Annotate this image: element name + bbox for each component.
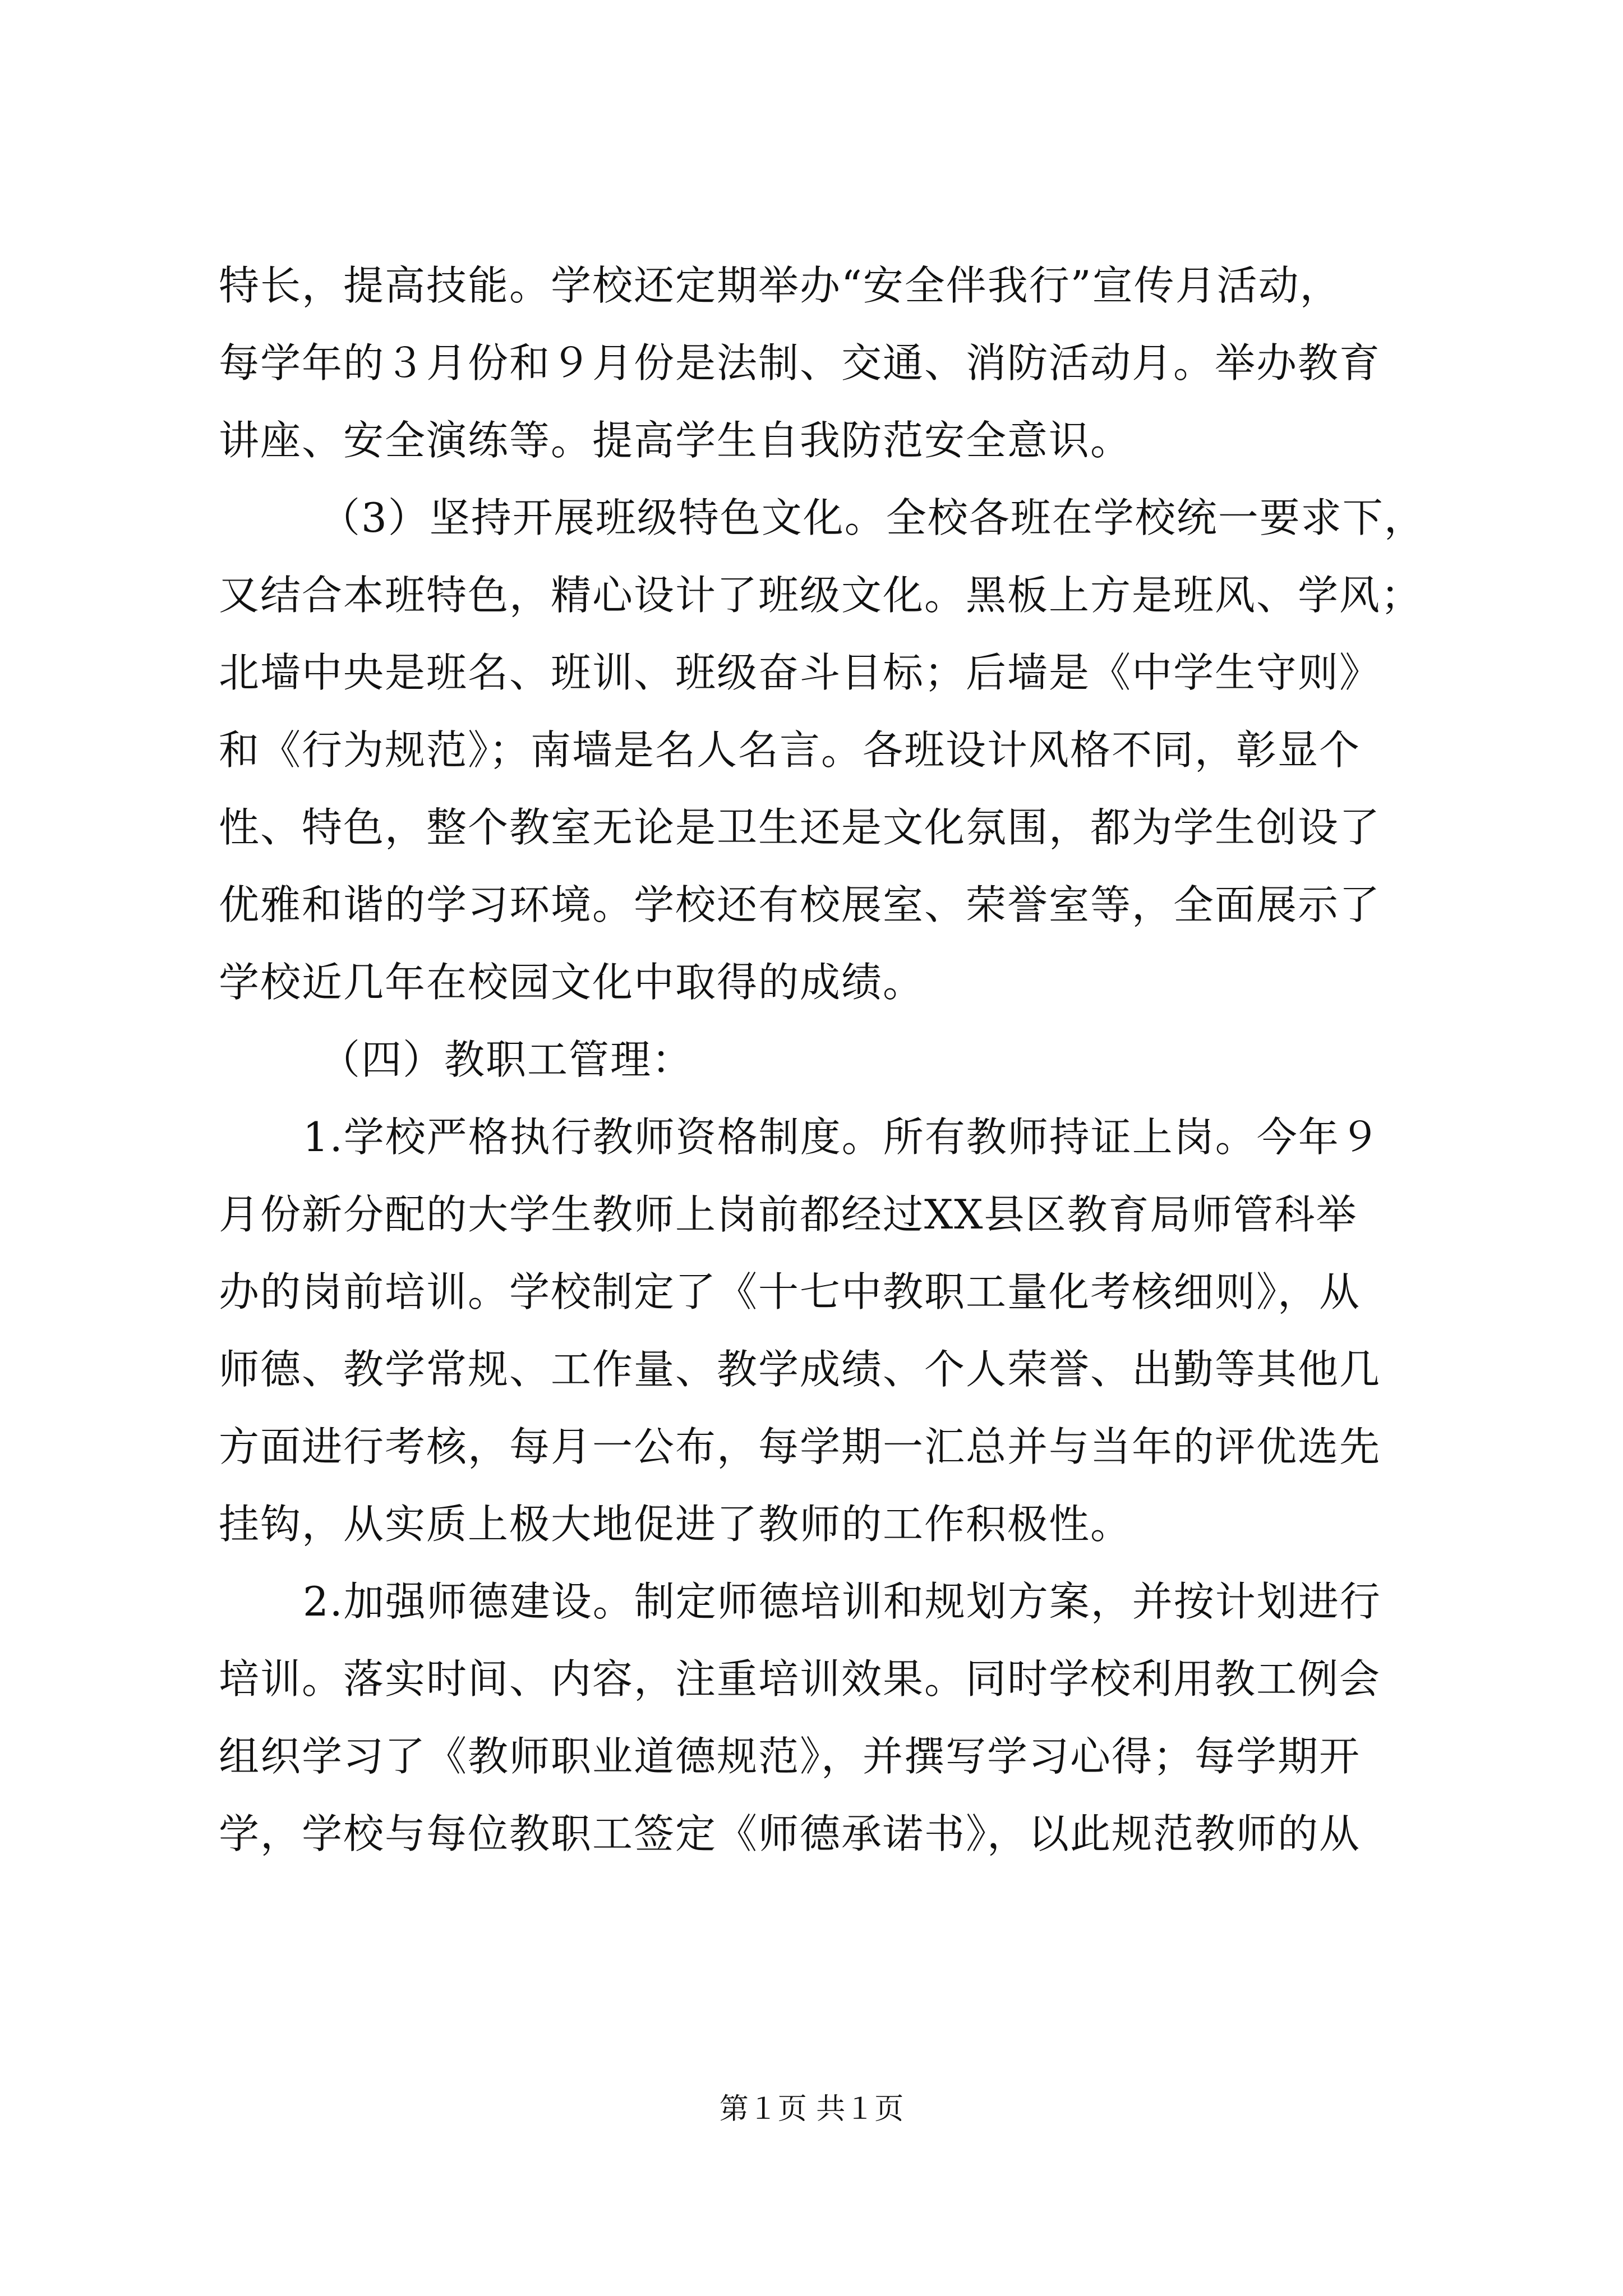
- text-line: 师德、教学常规、工作量、教学成绩、个人荣誉、出勤等其他几: [219, 1346, 1381, 1393]
- text-line: 又结合本班特色，精心设计了班级文化。黑板上方是班风、学风；: [219, 572, 1423, 619]
- text-line: 优雅和谐的学习环境。学校还有校展室、荣誉室等，全面展示了: [219, 881, 1381, 928]
- text-line: 讲座、安全演练等。提高学生自我防范安全意识。: [219, 417, 1132, 464]
- paragraph-start-line: 1.学校严格执行教师资格制度。所有教师持证上岗。今年９: [303, 1114, 1381, 1161]
- document-body: [219, 247, 1426, 1872]
- text-line: 月份新分配的大学生教师上岗前都经过XX县区教育局师管科举: [219, 1191, 1358, 1238]
- text-line: 特长，提高技能。学校还定期举办“安全伴我行”宣传月活动，: [219, 262, 1341, 309]
- page-number-footer: 第１页 共１页: [719, 2092, 904, 2126]
- text-line: 学校近几年在校园文化中取得的成绩。: [219, 959, 925, 1006]
- text-line: 挂钩，从实质上极大地促进了教师的工作积极性。: [219, 1501, 1132, 1548]
- text-line: 办的岗前培训。学校制定了《十七中教职工量化考核细则》，从: [219, 1268, 1361, 1315]
- text-line: 每学年的３月份和９月份是法制、交通、消防活动月。举办教育: [219, 339, 1381, 386]
- section-heading: （四）教职工管理：: [320, 1036, 694, 1083]
- text-line: 学，学校与每位教职工签定《师德承诺书》，以此规范教师的从: [219, 1810, 1361, 1857]
- text-line: 和《行为规范》；南墙是名人名言。各班设计风格不同，彰显个: [219, 726, 1361, 774]
- text-line: 培训。落实时间、内容，注重培训效果。同时学校利用教工例会: [219, 1655, 1381, 1703]
- text-line: 北墙中央是班名、班训、班级奋斗目标；后墙是《中学生守则》: [219, 649, 1381, 696]
- text-line: 组织学习了《教师职业道德规范》，并撰写学习心得；每学期开: [219, 1733, 1361, 1780]
- paragraph-start-line: 2.加强师德建设。制定师德培训和规划方案，并按计划进行: [303, 1578, 1381, 1625]
- text-line: 方面进行考核，每月一公布，每学期一汇总并与当年的评优选先: [219, 1423, 1381, 1470]
- text-line: 性、特色，整个教室无论是卫生还是文化氛围，都为学生创设了: [219, 804, 1381, 851]
- paragraph-start-line: （3）坚持开展班级特色文化。全校各班在学校统一要求下，: [320, 494, 1426, 541]
